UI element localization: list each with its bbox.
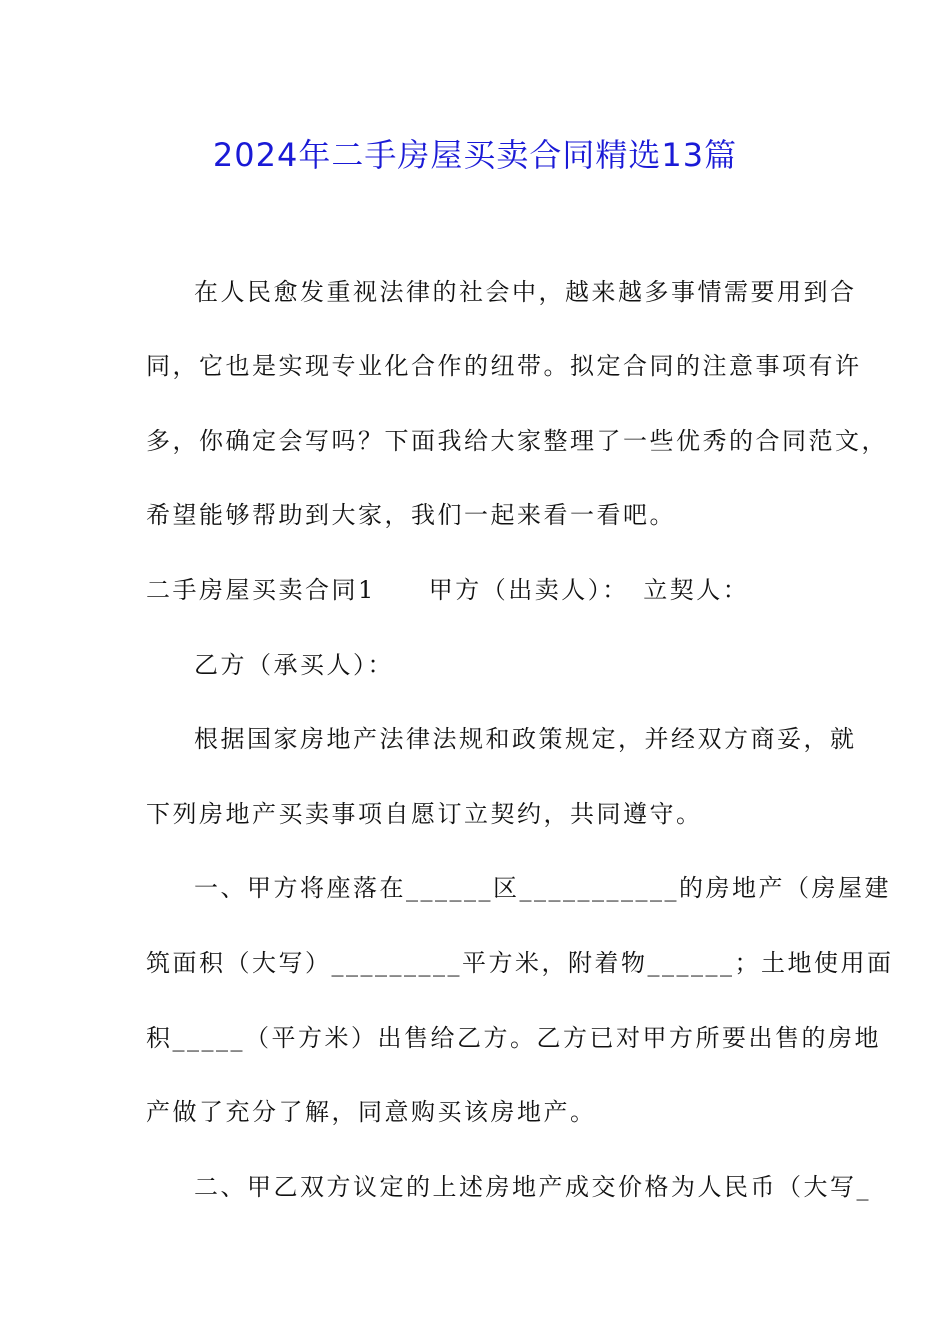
document-title: 2024年二手房屋买卖合同精选13篇 xyxy=(212,136,738,174)
clause-2-line: 二、甲乙双方议定的上述房地产成交价格为人民币（大写_ xyxy=(194,1173,871,1201)
paragraph-line: 希望能够帮助到大家，我们一起来看一看吧。 xyxy=(146,501,676,529)
clause-1-line: 积_____（平方米）出售给乙方。乙方已对甲方所要出售的房地 xyxy=(146,1024,881,1052)
clause-1-line: 一、甲方将座落在______区___________的房地产（房屋建 xyxy=(194,874,891,902)
clause-1-line: 产做了充分了解，同意购买该房地产。 xyxy=(146,1098,597,1126)
paragraph-line: 在人民愈发重视法律的社会中，越来越多事情需要用到合 xyxy=(194,278,857,306)
clause-1-line: 筑面积（大写）_________平方米，附着物______；土地使用面 xyxy=(146,949,894,977)
contract-heading-line: 二手房屋买卖合同1 甲方（出卖人）： 立契人： xyxy=(146,576,750,604)
paragraph-line: 多，你确定会写吗？下面我给大家整理了一些优秀的合同范文， xyxy=(146,427,888,455)
paragraph-line: 根据国家房地产法律法规和政策规定，并经双方商妥，就 xyxy=(194,725,857,753)
paragraph-line: 同，它也是实现专业化合作的纽带。拟定合同的注意事项有许 xyxy=(146,352,862,380)
party-b-line: 乙方（承买人）： xyxy=(194,651,394,679)
paragraph-line: 下列房地产买卖事项自愿订立契约，共同遵守。 xyxy=(146,800,703,828)
